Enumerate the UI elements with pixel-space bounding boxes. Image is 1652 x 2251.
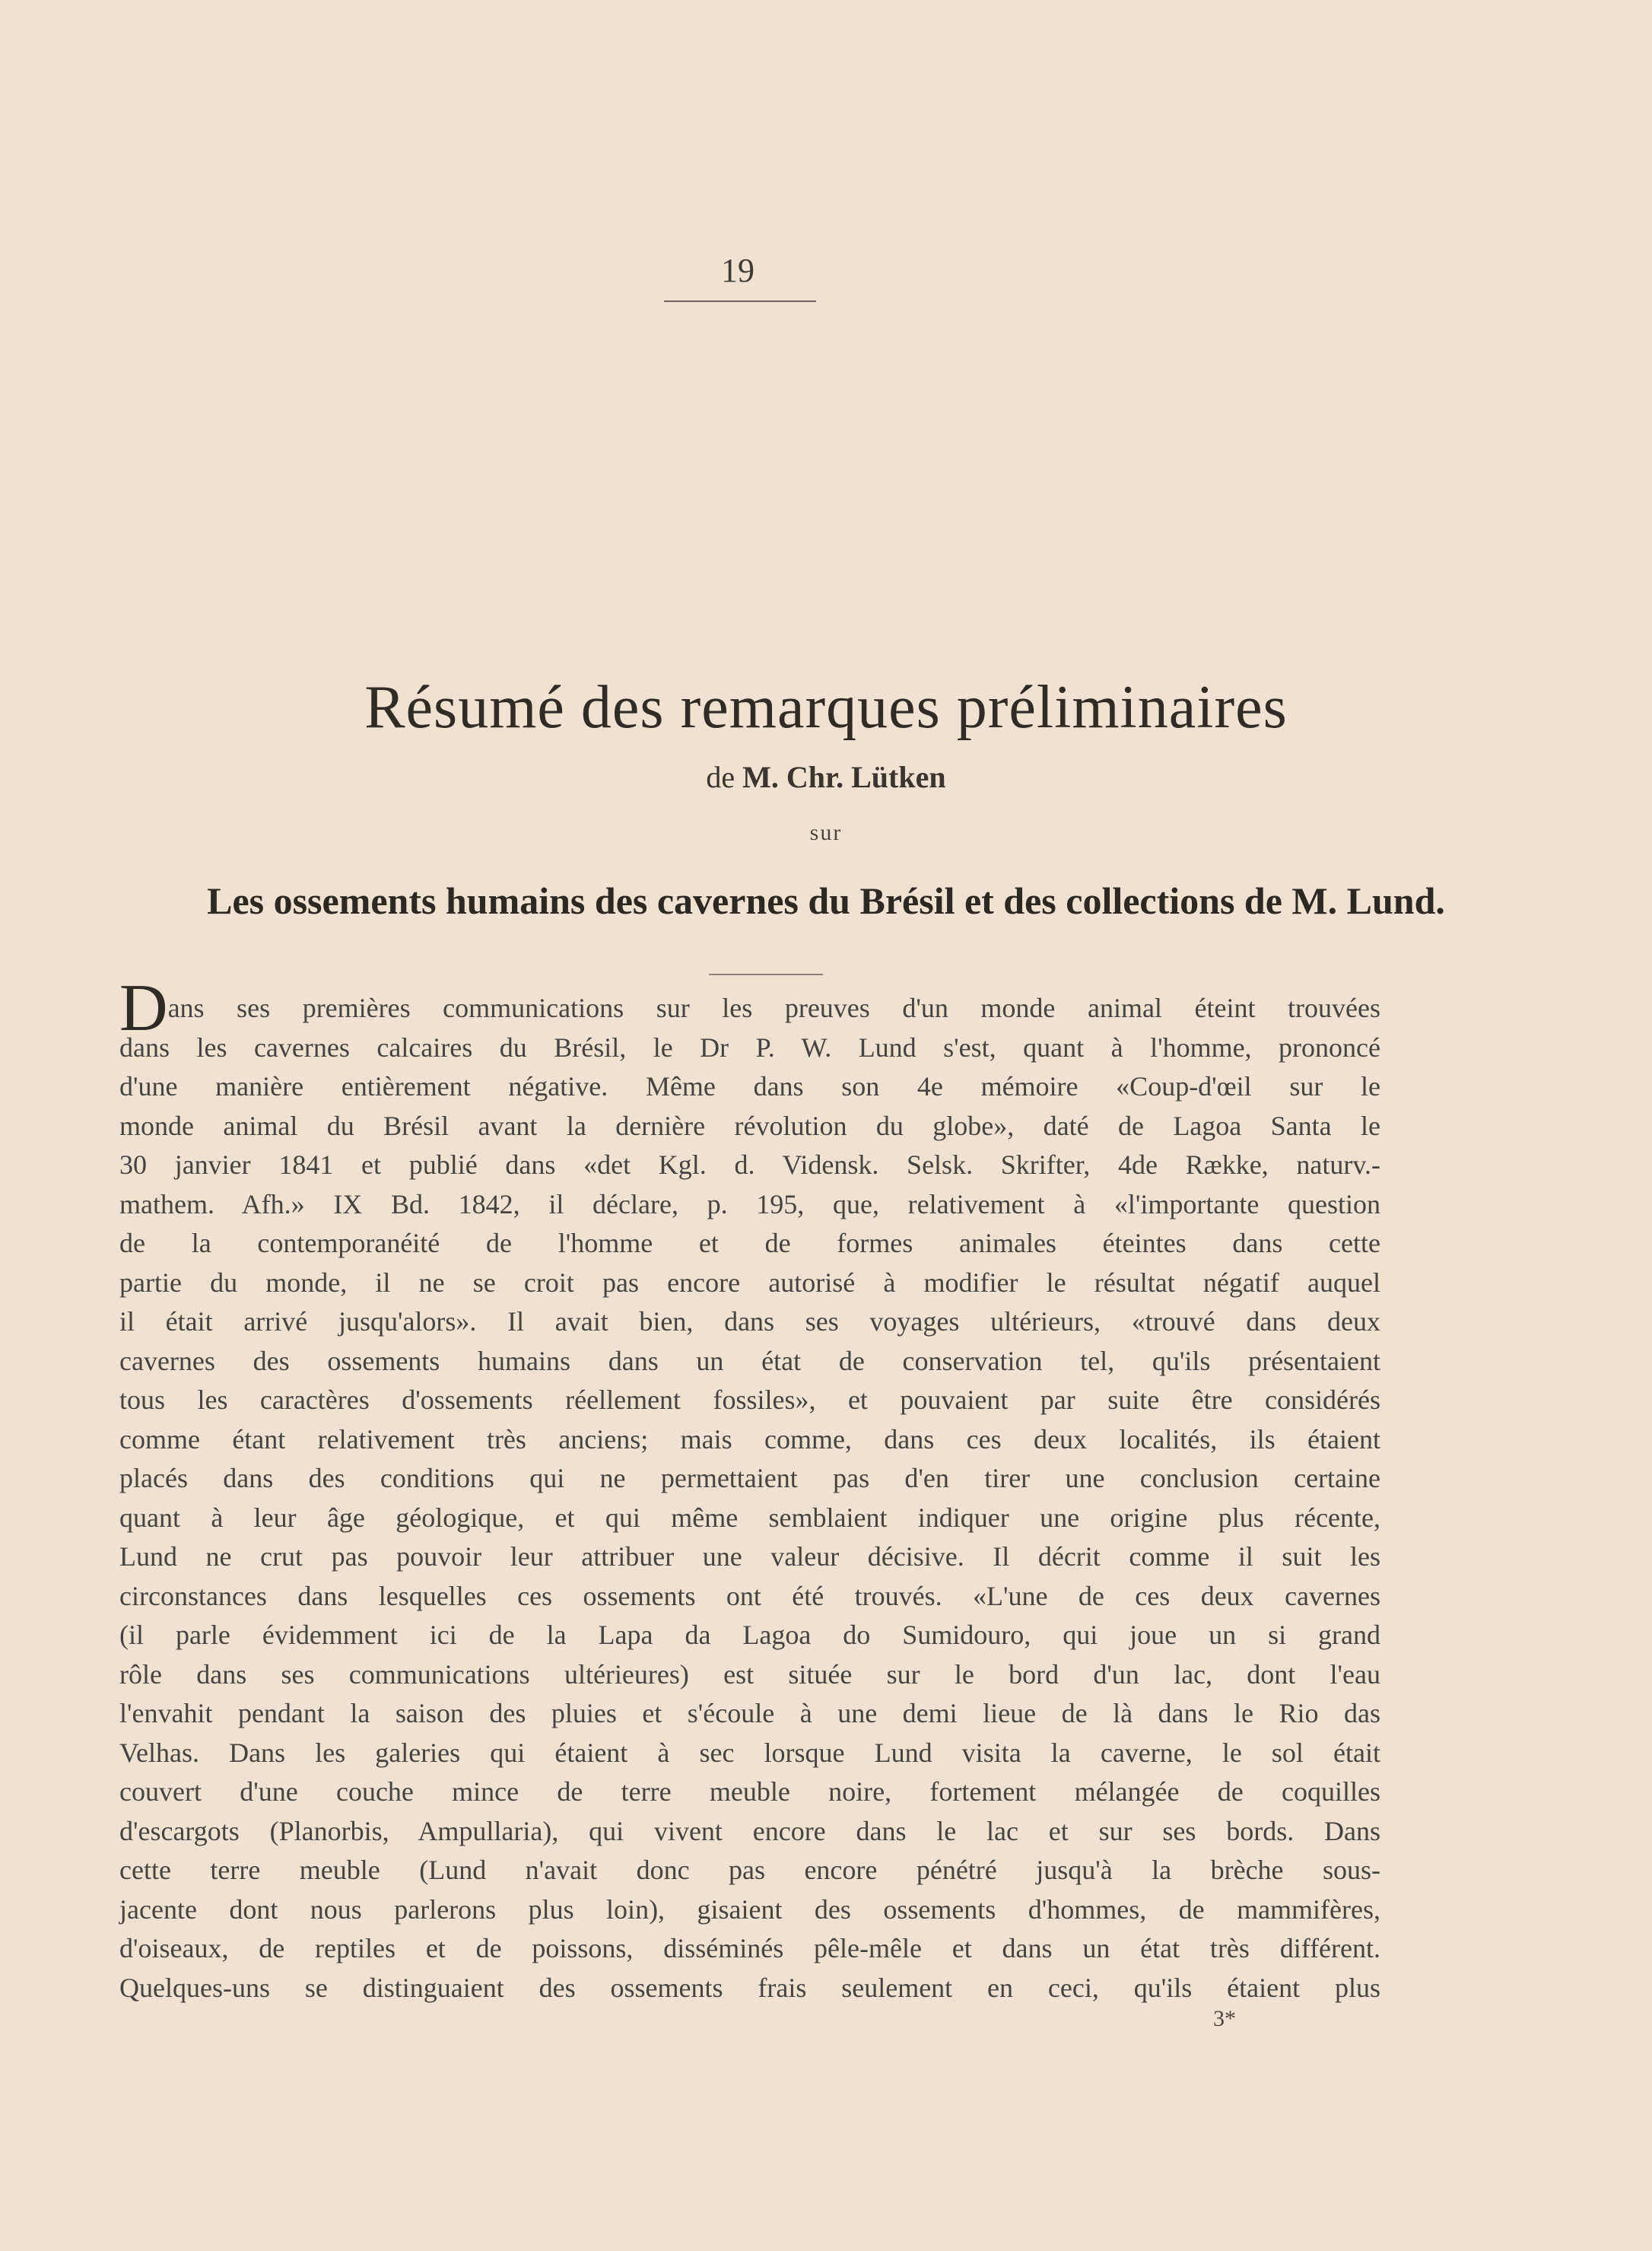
section-divider bbox=[709, 974, 823, 975]
body-line: l'envahit pendant la saison des pluies et s'écoule à une demi lieue de là dans le Rio das bbox=[119, 1698, 1380, 1728]
body-line: (il parle évidemment ici de la Lapa da Lagoa do Sumidouro, qui joue un si grand bbox=[119, 1620, 1380, 1650]
body-line: tous les caractères d'ossements réellement fossiles», et pouvaient par suite être considérés bbox=[119, 1385, 1380, 1415]
drop-cap: D bbox=[119, 971, 168, 1045]
byline-author: M. Chr. Lütken bbox=[742, 760, 946, 794]
page-title: Résumé des remarques préliminaires bbox=[364, 674, 1288, 741]
connector-word: sur bbox=[809, 820, 843, 845]
body-line: circonstances dans lesquelles ces ossements ont été trouvés. «L'une de ces deux cavernes bbox=[119, 1580, 1380, 1611]
body-line: cette terre meuble (Lund n'avait donc pas encore pénétré jusqu'à la brèche sous- bbox=[119, 1855, 1380, 1885]
body-line: 30 janvier 1841 et publié dans «det Kgl. d. Vidensk. Selsk. Skrifter, 4de Række, naturv.- bbox=[119, 1149, 1380, 1180]
body-line: couvert d'une couche mince de terre meuble noire, fortement mélangée de coquilles bbox=[119, 1776, 1380, 1807]
body-line: placés dans des conditions qui ne permettaient pas d'en tirer une conclusion certaine bbox=[119, 1463, 1380, 1493]
body-line: il était arrivé jusqu'alors». Il avait bien, dans ses voyages ultérieurs, «trouvé dans deux bbox=[119, 1306, 1380, 1337]
body-line: de la contemporanéité de l'homme et de formes animales éteintes dans cette bbox=[119, 1228, 1380, 1258]
body-line: comme étant relativement très anciens; mais comme, dans ces deux localités, ils étaient bbox=[119, 1423, 1380, 1455]
body-line: Lund ne crut pas pouvoir leur attribuer une valeur décisive. Il décrit comme il suit les bbox=[119, 1541, 1380, 1572]
body-line: dans les cavernes calcaires du Brésil, le Dr P. W. Lund s'est, quant à l'homme, prononcé bbox=[119, 1032, 1380, 1063]
subtitle: Les ossements humains des cavernes du Brésil et des collections de M. Lund. bbox=[207, 879, 1445, 922]
body-line: cavernes des ossements humains dans un état de conservation tel, qu'ils présentaient bbox=[119, 1345, 1380, 1376]
body-line: partie du monde, il ne se croit pas encore autorisé à modifier le résultat négatif auquel bbox=[119, 1267, 1380, 1298]
signature-mark: 3* bbox=[1213, 2006, 1236, 2031]
body-line: quant à leur âge géologique, et qui même semblaient indiquer une origine plus récente, bbox=[119, 1502, 1380, 1533]
body-line: Velhas. Dans les galeries qui étaient à sec lorsque Lund visita la caverne, le sol était bbox=[119, 1737, 1380, 1768]
body-line: Quelques-uns se distinguaient des ossements frais seulement en ceci, qu'ils étaient plus bbox=[119, 1972, 1380, 2003]
body-text bbox=[119, 971, 1380, 2008]
body-line: d'une manière entièrement négative. Même dans son 4e mémoire «Coup-d'œil sur le bbox=[119, 1071, 1380, 1102]
body-line: Dans ses premières communications sur les preuves d'un monde animal éteint trouvées bbox=[119, 971, 1380, 1045]
body-line: monde animal du Brésil avant la dernière révolution du globe», daté de Lagoa Santa le bbox=[119, 1110, 1380, 1141]
page-number-rule bbox=[664, 300, 816, 302]
byline-prefix: de bbox=[706, 760, 735, 794]
body-line: rôle dans ses communications ultérieures) est située sur le bord d'un lac, dont l'eau bbox=[119, 1658, 1380, 1690]
body-line: jacente dont nous parlerons plus loin), gisaient des ossements d'hommes, de mammifères, bbox=[119, 1893, 1380, 1925]
body-line: mathem. Afh.» IX Bd. 1842, il déclare, p. 195, que, relativement à «l'importante question bbox=[119, 1188, 1380, 1219]
body-line: d'escargots (Planorbis, Ampullaria), qui vivent encore dans le lac et sur ses bords. Dans bbox=[119, 1815, 1380, 1846]
page-number: 19 bbox=[721, 252, 755, 289]
byline bbox=[0, 759, 1652, 795]
body-line: d'oiseaux, de reptiles et de poissons, disséminés pêle-mêle et dans un état très différent. bbox=[119, 1933, 1380, 1963]
